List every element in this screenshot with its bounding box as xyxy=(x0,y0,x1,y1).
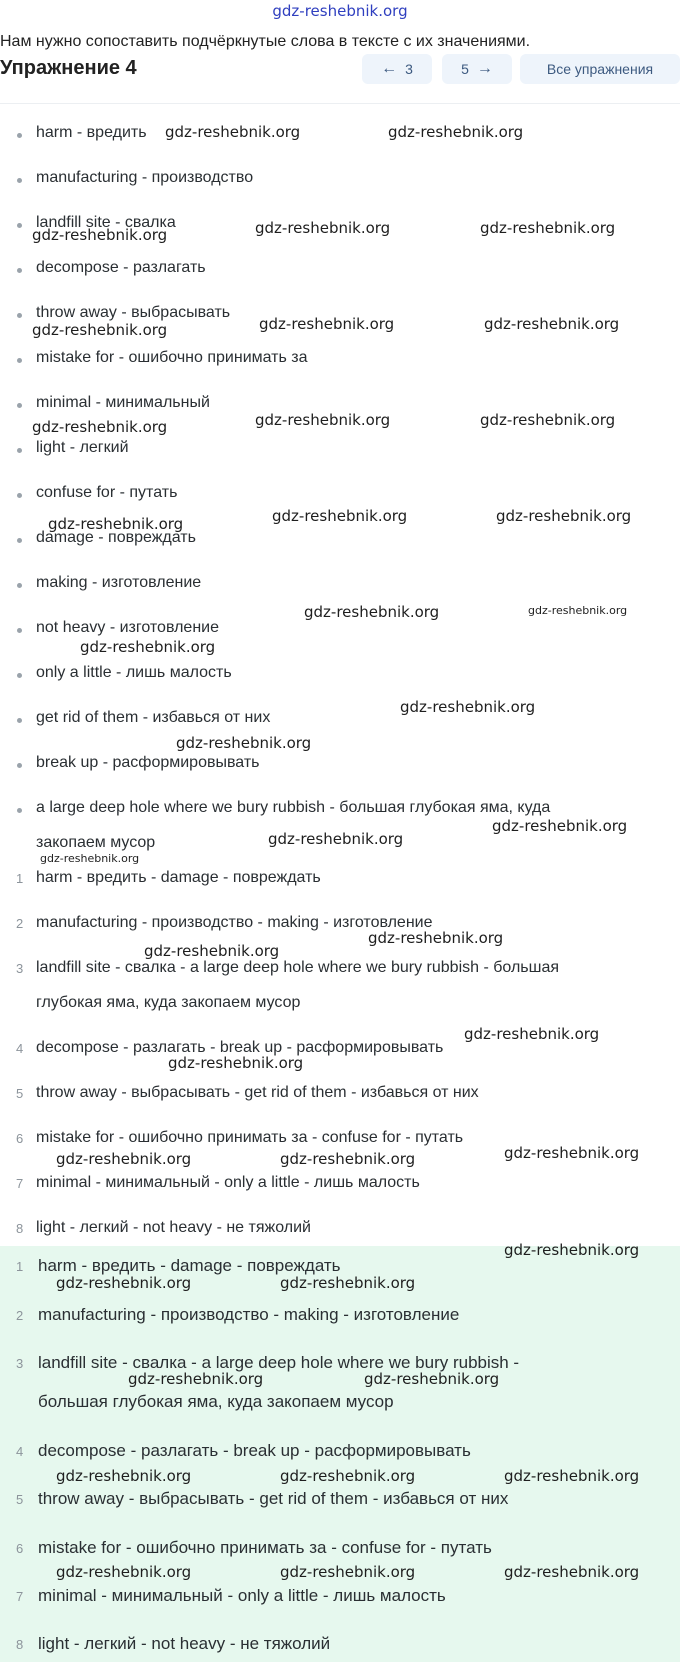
watermark: gdz-reshebnik.org xyxy=(56,1150,192,1168)
bullet-icon xyxy=(17,808,22,813)
bullet-icon xyxy=(17,583,22,588)
prev-exercise-button[interactable] xyxy=(362,54,432,84)
watermark: gdz-reshebnik.org xyxy=(32,418,168,436)
bullet-icon xyxy=(17,448,22,453)
bullet-icon xyxy=(17,268,22,273)
watermark: gdz-reshebnik.org xyxy=(32,321,168,339)
watermark: gdz-reshebnik.org xyxy=(464,1025,600,1043)
arrow-right-icon: → xyxy=(476,60,493,77)
watermark: gdz-reshebnik.org xyxy=(48,515,184,533)
watermark: gdz-reshebnik.org xyxy=(56,1563,192,1581)
bullet-icon xyxy=(17,718,22,723)
next-exercise-label: 5 xyxy=(461,61,469,77)
watermark: gdz-reshebnik.org xyxy=(168,1054,304,1072)
watermark: gdz-reshebnik.org xyxy=(280,1563,416,1581)
watermark: gdz-reshebnik.org xyxy=(480,411,616,429)
watermark: gdz-reshebnik.org xyxy=(280,1150,416,1168)
bullet-icon xyxy=(17,673,22,678)
watermark: gdz-reshebnik.org xyxy=(128,1370,264,1388)
watermark: gdz-reshebnik.org xyxy=(255,219,391,237)
next-exercise-button[interactable] xyxy=(442,54,512,84)
watermark: gdz-reshebnik.org xyxy=(144,942,280,960)
watermark: gdz-reshebnik.org xyxy=(400,698,536,716)
bullet-icon xyxy=(17,313,22,318)
bullet-icon xyxy=(17,493,22,498)
bullet-icon xyxy=(17,223,22,228)
watermark: gdz-reshebnik.org xyxy=(255,411,391,429)
watermark: gdz-reshebnik.org xyxy=(388,123,524,141)
watermark: gdz-reshebnik.org xyxy=(484,315,620,333)
watermark: gdz-reshebnik.org xyxy=(280,1467,416,1485)
page-title: Упражнение 4 xyxy=(0,57,137,79)
bullet-icon xyxy=(17,628,22,633)
bullet-icon xyxy=(17,133,22,138)
watermark: gdz-reshebnik.org xyxy=(80,638,216,656)
bullet-icon xyxy=(17,178,22,183)
watermark: gdz-reshebnik.org xyxy=(56,1274,192,1292)
watermark: gdz-reshebnik.org xyxy=(272,507,408,525)
watermark: gdz-reshebnik.org xyxy=(280,1274,416,1292)
watermark: gdz-reshebnik.org xyxy=(32,226,168,244)
watermark: gdz-reshebnik.org xyxy=(492,817,628,835)
watermark: gdz-reshebnik.org xyxy=(496,507,632,525)
bullet-icon xyxy=(17,763,22,768)
bullet-icon xyxy=(17,538,22,543)
intro-text: Нам нужно сопоставить подчёркнутые слова в тексте с их значениями. xyxy=(0,33,531,50)
prev-exercise-label: 3 xyxy=(405,61,413,77)
header-divider xyxy=(0,103,680,104)
all-exercises-button[interactable] xyxy=(520,54,680,84)
site-watermark-top: gdz-reshebnik.org xyxy=(272,2,408,20)
bullet-icon xyxy=(17,358,22,363)
watermark: gdz-reshebnik.org xyxy=(176,734,312,752)
watermark: gdz-reshebnik.org xyxy=(259,315,395,333)
watermark: gdz-reshebnik.org xyxy=(364,1370,500,1388)
watermark: gdz-reshebnik.org xyxy=(268,830,404,848)
bullet-icon xyxy=(17,403,22,408)
watermark: gdz-reshebnik.org xyxy=(304,603,440,621)
watermark: gdz-reshebnik.org xyxy=(504,1241,640,1259)
watermark: gdz-reshebnik.org xyxy=(40,852,140,865)
watermark: gdz-reshebnik.org xyxy=(504,1563,640,1581)
watermark: gdz-reshebnik.org xyxy=(165,123,301,141)
watermark: gdz-reshebnik.org xyxy=(56,1467,192,1485)
watermark: gdz-reshebnik.org xyxy=(528,604,628,617)
watermark: gdz-reshebnik.org xyxy=(480,219,616,237)
watermark: gdz-reshebnik.org xyxy=(368,929,504,947)
all-exercises-label: Все упражнения xyxy=(546,61,654,77)
watermark: gdz-reshebnik.org xyxy=(504,1467,640,1485)
arrow-left-icon: ← xyxy=(381,60,398,77)
watermark: gdz-reshebnik.org xyxy=(504,1144,640,1162)
